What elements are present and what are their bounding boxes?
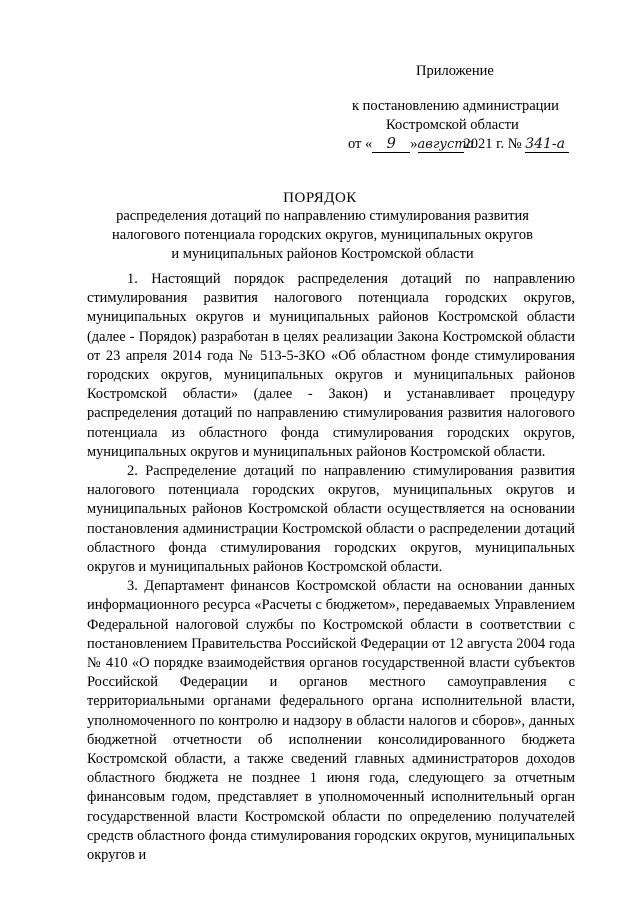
paragraph-1: 1. Настоящий порядок распределения дотаций по направлению стимулирования развития налогового потенциала городских округов, муниципальных округов и муниципальных районов Костромской области (далее - Порядок) разработан в целях реализации Закона Костромской области от 23 апреля 2014 года № 513-5-ЗКО «Об областном фонде стимулирования городских округов, муниципальных округов и муниципальных районов Костромской области» (далее - Закон) и устанавливает процедуру распределения дотаций по направлению стимулирования развития налогового потенциала из областного фонда стимулирования городских округов, муниципальных округов и муниципальных районов Костромской области. [87, 271, 575, 460]
paragraph-3: 3. Департамент финансов Костромской области на основании данных информационного ресурса «Расчеты с бюджетом», передаваемых Управлением Федеральной налоговой службы по Костромской области в соответствии с постановлением Правительства Российской Федерации от 12 августа 2004 года № 410 «О порядке взаимодействия органов государственной власти субъектов Российской Федерации и органов местного самоуправления с территориальными органами федерального органа исполнительной власти, уполномоченного по контролю и надзору в области налогов и сборов», данных бюджетной отчетности об исполнении консолидированного бюджета Костромской области, а также сведений главных администраторов доходов областного бюджета не позднее 1 июня года, следующего за отчетным финансовым годом, представляет в уполномоченный исполнительный орган государственной власти Костромской области по определению получателей средств областного фонда стимулирования городских округов, муниципальных округов и [87, 578, 575, 864]
document-body [87, 270, 575, 865]
appendix-date-line [348, 136, 569, 153]
subtitle-line: налогового потенциала городских округов, муниципальных округов [111, 227, 534, 243]
appendix-line-resolution: к постановлению администрации [352, 98, 559, 114]
date-prefix: от « [348, 136, 373, 152]
paragraph-2: 2. Распределение дотаций по направлению стимулирования развития налогового потенциала городских округов, муниципальных округов и муниципальных районов Костромской области осуществляется на основании постановления администрации Костромской области о распределении дотаций областного фонда стимулирования городских округов, муниципальных округов и муниципальных районов Костромской области. [87, 463, 575, 576]
subtitle-line: распределения дотаций по направлению стимулирования развития [116, 208, 529, 224]
handwritten-day: 9 [372, 136, 410, 153]
document-title: ПОРЯДОК [283, 190, 357, 206]
appendix-line-region: Костромской области [386, 117, 519, 133]
handwritten-month: августа [417, 137, 475, 152]
year-text: 2021 г. № [463, 136, 522, 152]
date-mid: » [410, 136, 418, 152]
appendix-title: Приложение [416, 63, 494, 79]
handwritten-number: 341-а [525, 136, 569, 153]
subtitle-line: и муниципальных районов Костромской области [171, 246, 474, 262]
document-subtitle [60, 207, 585, 264]
